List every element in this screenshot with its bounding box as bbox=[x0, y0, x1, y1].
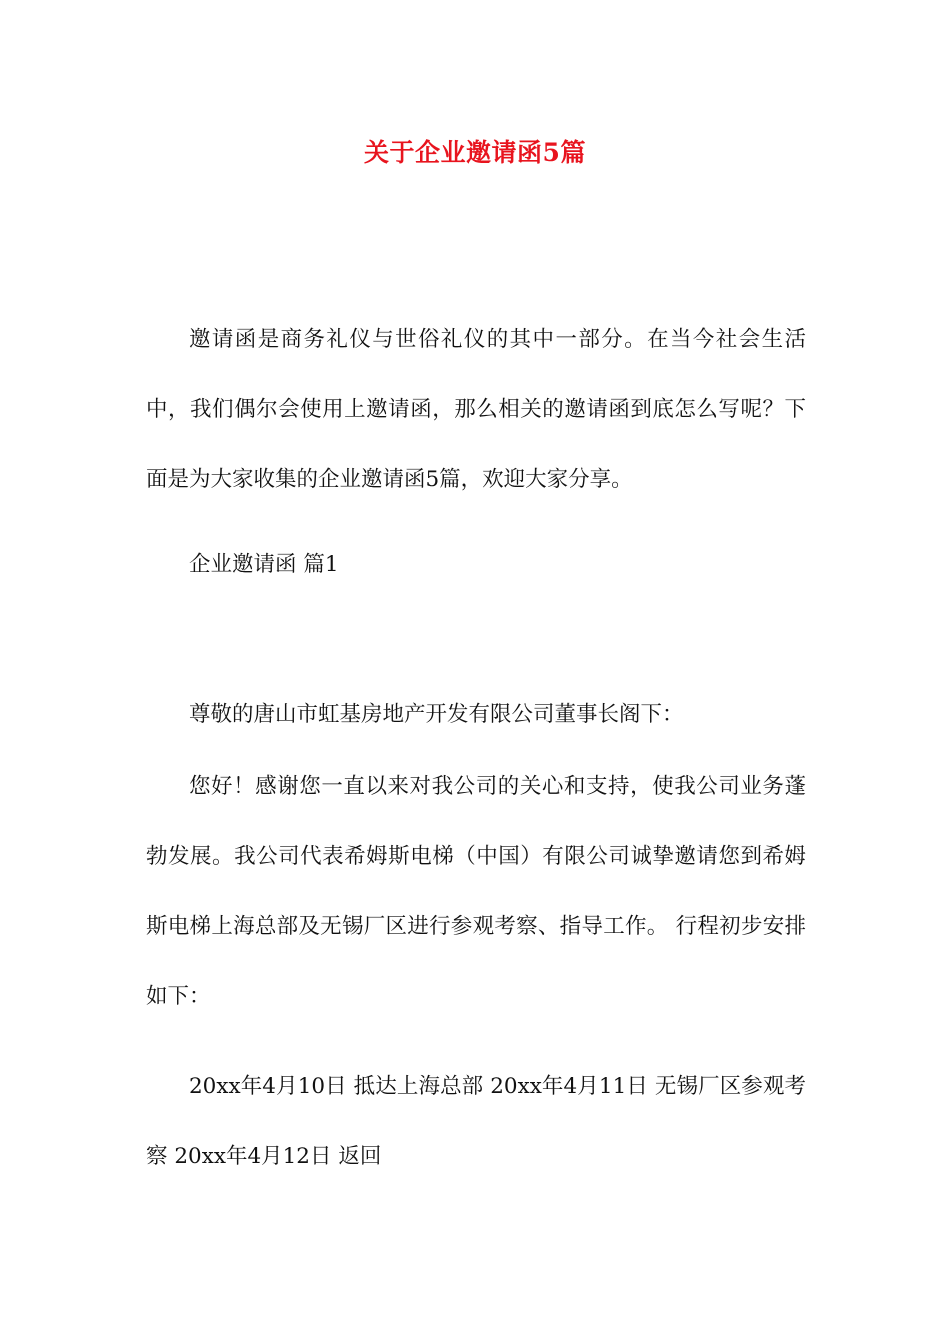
document-title: 关于企业邀请函5篇 bbox=[364, 138, 586, 167]
salutation-paragraph: 尊敬的唐山市虹基房地产开发有限公司董事长阁下： bbox=[189, 702, 684, 727]
body-paragraph: 您好！感谢您一直以来对我公司的关心和支持，使我公司业务蓬勃发展。我公司代表希姆斯电梯（中国）有限公司诚挚邀请您到希姆斯电梯上海总部及无锡厂区进行参观考察、指导工作。 行程初步安排如下： bbox=[146, 774, 806, 1009]
itinerary-paragraph: 20xx年4月10日 抵达上海总部 20xx年4月11日 无锡厂区参观考察 20xx年4月12日 返回 bbox=[146, 1074, 806, 1169]
intro-paragraph: 邀请函是商务礼仪与世俗礼仪的其中一部分。在当今社会生活中，我们偶尔会使用上邀请函，那么相关的邀请函到底怎么写呢？下面是为大家收集的企业邀请函5篇，欢迎大家分享。 bbox=[146, 327, 806, 492]
section-heading: 企业邀请函 篇1 bbox=[189, 552, 339, 577]
